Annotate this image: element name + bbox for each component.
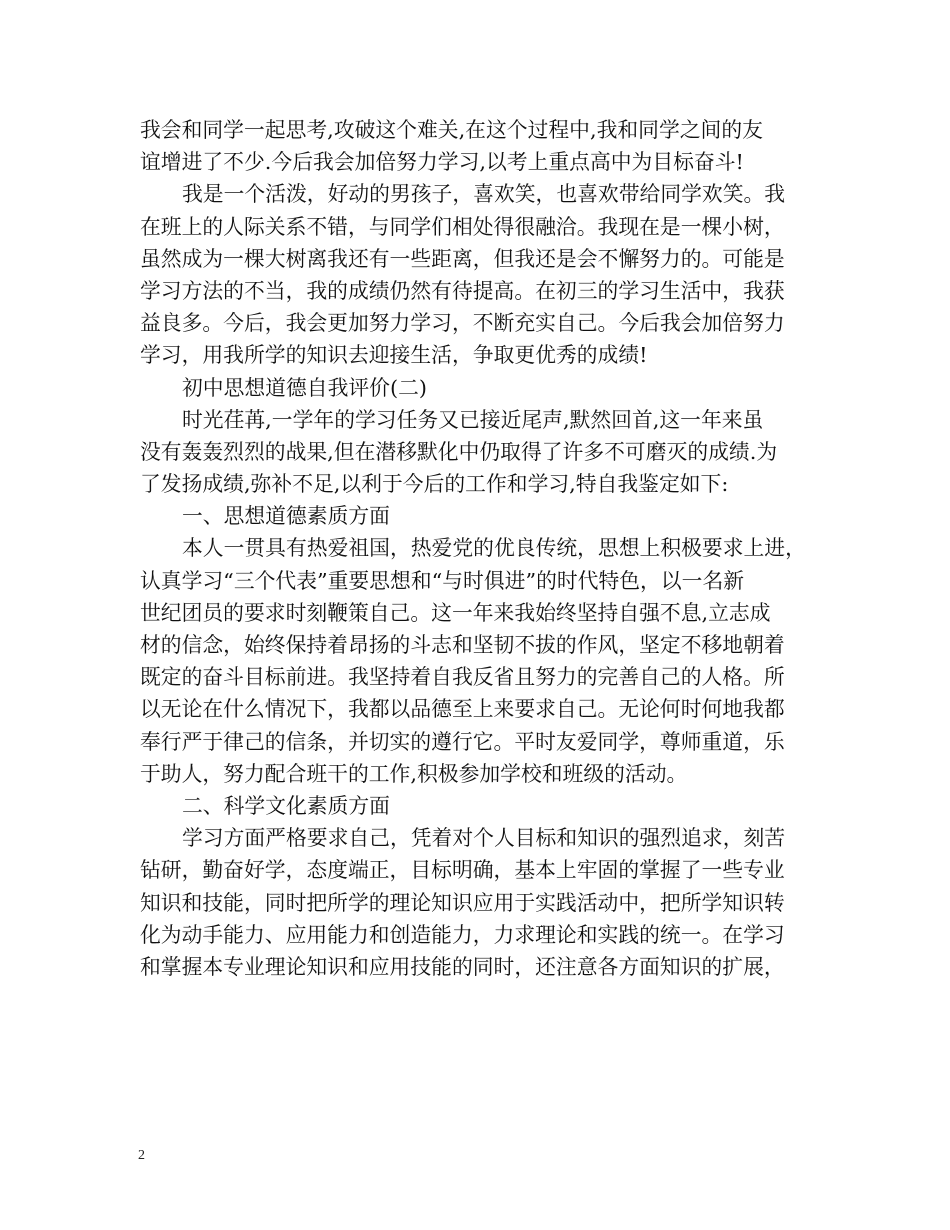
text-line: 了发扬成绩,弥补不足,以利于今后的工作和学习,特自我鉴定如下: xyxy=(140,472,729,497)
section-heading: 一、思想道德素质方面 xyxy=(182,504,390,529)
text-line: 化为动手能力、应用能力和创造能力，力求理论和实践的统一。在学习 xyxy=(140,922,785,947)
text-line: 和掌握本专业理论知识和应用技能的同时，还注意各方面知识的扩展， xyxy=(140,954,785,979)
text-line: 钻研，勤奋好学，态度端正，目标明确，基本上牢固的掌握了一些专业 xyxy=(140,858,785,883)
text-line: 在班上的人际关系不错，与同学们相处得很融洽。我现在是一棵小树， xyxy=(140,214,785,239)
text-line: 世纪团员的要求时刻鞭策自己。这一年来我始终坚持自强不息,立志成 xyxy=(140,600,771,625)
text-line: 材的信念，始终保持着昂扬的斗志和坚韧不拔的作风，坚定不移地朝着 xyxy=(140,633,785,657)
text-line: 知识和技能，同时把所学的理论知识应用于实践活动中，把所学知识转 xyxy=(140,890,785,915)
section-title: 初中思想道德自我评价(二) xyxy=(182,375,427,400)
text-line: 益良多。今后，我会更加努力学习，不断充实自己。今后我会加倍努力 xyxy=(140,311,785,336)
text-line: 以无论在什么情况下，我都以品德至上来要求自己。无论何时何地我都 xyxy=(140,697,785,722)
text-line: 学习，用我所学的知识去迎接生活，争取更优秀的成绩! xyxy=(140,343,648,368)
text-line: 认真学习“三个代表”重要思想和“与时俱进”的时代特色，以一名新 xyxy=(140,568,745,593)
text-line: 既定的奋斗目标前进。我坚持着自我反省且努力的完善自己的人格。所 xyxy=(140,665,785,690)
text-line: 谊增进了不少.今后我会加倍努力学习,以考上重点高中为目标奋斗! xyxy=(140,150,744,175)
text-line: 我会和同学一起思考,攻破这个难关,在这个过程中,我和同学之间的友 xyxy=(140,118,763,142)
text-line: 于助人，努力配合班干的工作,积极参加学校和班级的活动。 xyxy=(140,761,688,786)
paragraph-start-line: 本人一贯具有热爱祖国，热爱党的优良传统，思想上积极要求上进， xyxy=(182,536,806,561)
text-line: 奉行严于律己的信条，并切实的遵行它。平时友爱同学，尊师重道，乐 xyxy=(140,729,785,754)
paragraph-start-line: 学习方面严格要求自己，凭着对个人目标和知识的强烈追求，刻苦 xyxy=(182,826,786,851)
document-body xyxy=(140,114,820,983)
paragraph-start-line: 时光荏苒,一学年的学习任务又已接近尾声,默然回首,这一年来虽 xyxy=(182,407,764,432)
page-number: 2 xyxy=(138,1148,145,1163)
section-heading: 二、科学文化素质方面 xyxy=(182,793,390,818)
text-line: 没有轰轰烈烈的战果,但在潜移默化中仍取得了许多不可磨灭的成绩.为 xyxy=(140,439,778,464)
text-line: 虽然成为一棵大树离我还有一些距离，但我还是会不懈努力的。可能是 xyxy=(140,246,785,271)
text-line: 学习方法的不当，我的成绩仍然有待提高。在初三的学习生活中，我获 xyxy=(140,278,785,303)
paragraph-start-line: 我是一个活泼，好动的男孩子，喜欢笑，也喜欢带给同学欢笑。我 xyxy=(182,182,786,207)
